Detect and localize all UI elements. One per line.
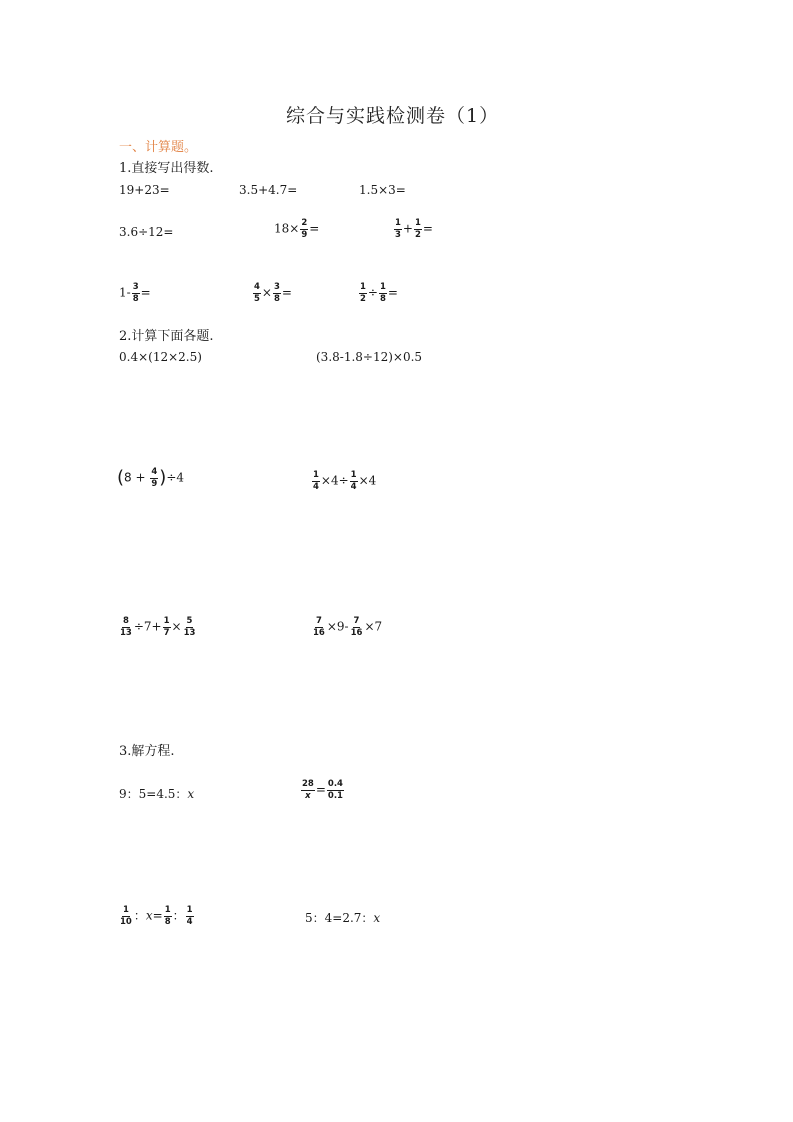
- expr-text: ×4: [358, 473, 377, 488]
- expr-text: ×4÷: [320, 473, 349, 488]
- expr-text: =: [387, 285, 398, 300]
- q1-item-i: [358, 283, 398, 303]
- q1-item-e: [274, 219, 319, 239]
- fraction: $\frac{28}{x}$: [302, 779, 314, 801]
- fraction: $\frac{1}{4}$: [186, 905, 193, 927]
- expr-text: =: [422, 221, 433, 236]
- operator: ÷: [367, 285, 378, 300]
- operator: ：: [172, 908, 185, 923]
- q1-heading: 1.直接写出得数.: [119, 161, 214, 176]
- expr-text: 1-: [119, 285, 131, 300]
- expr-text: ÷4: [166, 470, 185, 485]
- q1-item-c: 1.5×3=: [359, 183, 406, 197]
- fraction: $\frac{1}{10}$: [120, 905, 132, 927]
- fraction: $\frac{2}{9}$: [301, 218, 308, 240]
- fraction: $\frac{1}{4}$: [313, 470, 319, 492]
- fraction: $\frac{1}{2}$: [414, 218, 421, 240]
- variable: x: [187, 787, 195, 801]
- q2-item-e: [118, 617, 197, 637]
- fraction: $\frac{1}{8}$: [164, 905, 171, 927]
- fraction: $\frac{1}{2}$: [360, 282, 366, 304]
- paren-open: (: [117, 467, 125, 488]
- expr-text: 5：4=2.7：: [305, 911, 374, 925]
- fraction: $\frac{7}{16}$: [313, 616, 325, 638]
- fraction: $\frac{5}{13}$: [183, 616, 196, 638]
- q2-item-d: [311, 471, 376, 491]
- q3-heading: 3.解方程.: [119, 744, 175, 759]
- variable: x: [373, 911, 381, 925]
- expr-text: 18×: [274, 221, 300, 236]
- fraction: $\frac{3}{8}$: [273, 282, 280, 304]
- fraction: $\frac{1}{7}$: [163, 616, 170, 638]
- fraction: $\frac{3}{8}$: [132, 282, 139, 304]
- operator: ×: [261, 285, 272, 300]
- q2-item-b: (3.8-1.8÷12)×0.5: [316, 350, 423, 364]
- q1-item-d: 3.6÷12=: [119, 225, 174, 239]
- operator: ×: [171, 619, 182, 634]
- fraction: $\frac{8}{13}$: [120, 616, 132, 638]
- paren-close: ): [159, 467, 167, 488]
- fraction: $\frac{1}{8}$: [379, 282, 386, 304]
- q1-item-g: [119, 283, 151, 303]
- q3-item-c: [118, 906, 195, 926]
- fraction: $\frac{7}{16}$: [350, 616, 363, 638]
- q3-item-d: [305, 912, 380, 924]
- fraction: $\frac{4}{9}$: [151, 467, 158, 489]
- fraction: $\frac{4}{5}$: [254, 282, 260, 304]
- operator: =: [315, 782, 326, 797]
- operator: =: [152, 908, 163, 923]
- fraction: $\frac{1}{4}$: [350, 470, 357, 492]
- q3-item-b: [300, 780, 345, 800]
- q2-item-a: 0.4×(12×2.5): [119, 350, 202, 364]
- expr-text: 8 +: [124, 470, 150, 485]
- expr-text: ×7: [364, 619, 383, 634]
- expr-text: 9：5=4.5：: [119, 787, 188, 801]
- q3-item-a: [119, 788, 194, 800]
- expr-text: ×9-: [326, 619, 349, 634]
- q2-item-c: [117, 468, 184, 488]
- fraction: $\frac{1}{3}$: [395, 218, 401, 240]
- section-heading: 一、计算题。: [119, 140, 198, 155]
- q1-item-f: [393, 219, 433, 239]
- expr-text: ÷7+: [133, 619, 162, 634]
- q2-item-f: [311, 617, 382, 637]
- q1-item-b: 3.5+4.7=: [239, 183, 298, 197]
- expr-text: =: [309, 221, 320, 236]
- q1-item-a: 19+23=: [119, 183, 170, 197]
- operator: ：: [133, 908, 146, 923]
- expr-text: =: [140, 285, 151, 300]
- fraction: $\frac{0.4}{0.1}$: [327, 779, 343, 801]
- expr-text: =: [281, 285, 292, 300]
- page-title: 综合与实践检测卷（1）: [286, 105, 500, 127]
- variable: x: [145, 908, 153, 923]
- q2-heading: 2.计算下面各题.: [119, 329, 214, 344]
- operator: +: [402, 221, 413, 236]
- q1-item-h: [252, 283, 292, 303]
